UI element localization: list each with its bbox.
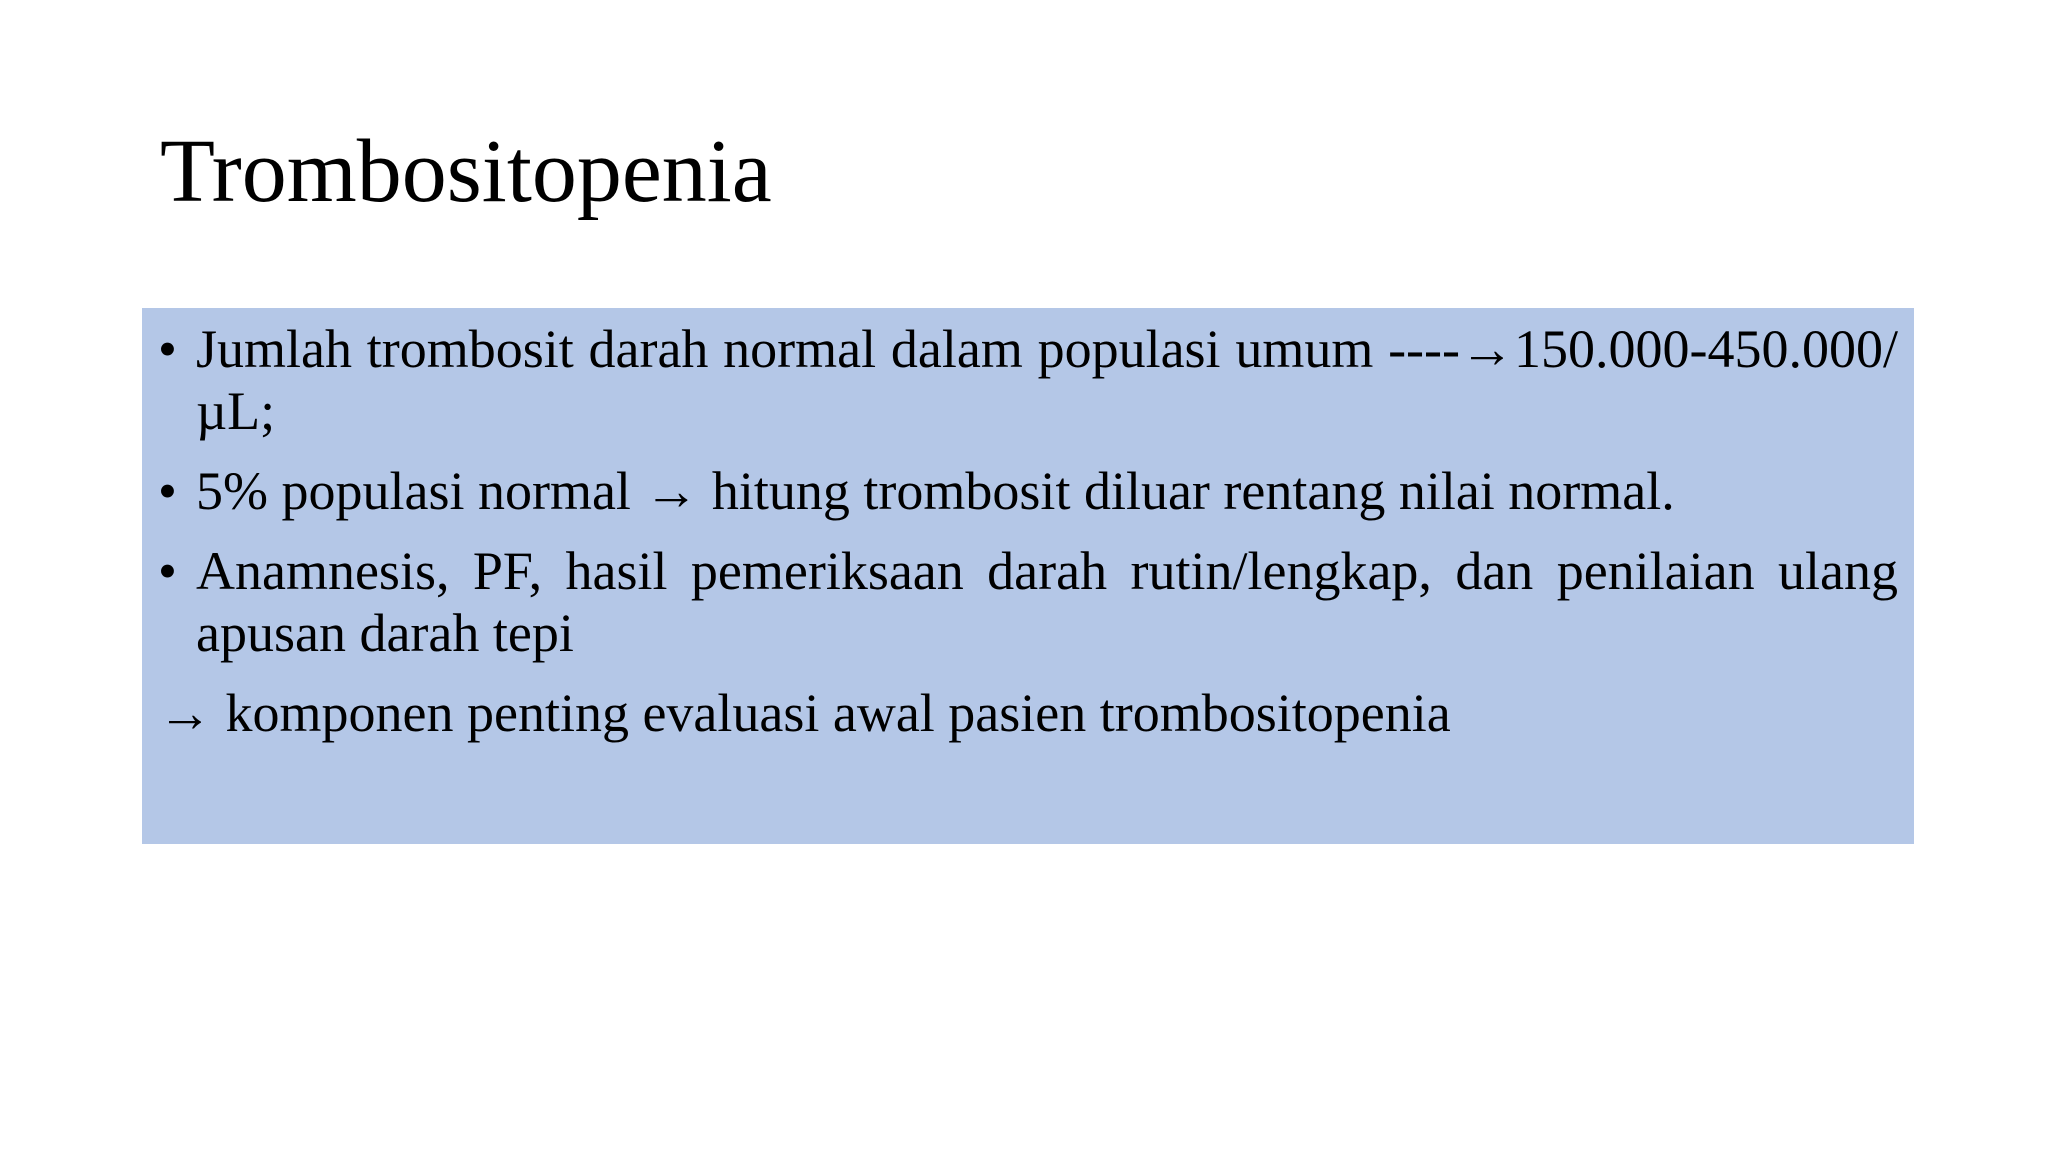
bullet-dot-icon: • bbox=[158, 461, 177, 521]
bullet-text: Jumlah trombosit darah normal dalam populasi umum ----→150.000-450.000/µL; bbox=[196, 319, 1898, 441]
bullet-item-evaluation bbox=[158, 540, 1898, 664]
bullet-dot-icon: • bbox=[158, 541, 177, 601]
bullet-item-population bbox=[158, 460, 1898, 522]
bullet-dot-icon: • bbox=[158, 319, 177, 379]
conclusion-line: → komponen penting evaluasi awal pasien trombositopenia bbox=[158, 683, 1451, 743]
bullet-text: 5% populasi normal → hitung trombosit diluar rentang nilai normal. bbox=[196, 461, 1675, 521]
bullet-text: Anamnesis, PF, hasil pemeriksaan darah rutin/lengkap, dan penilaian ulang apusan darah tepi bbox=[196, 541, 1898, 663]
bullet-list bbox=[158, 318, 1898, 664]
bullet-item-normal-count bbox=[158, 318, 1898, 442]
content-box bbox=[142, 308, 1914, 844]
slide-title: Trombositopenia bbox=[160, 122, 772, 221]
